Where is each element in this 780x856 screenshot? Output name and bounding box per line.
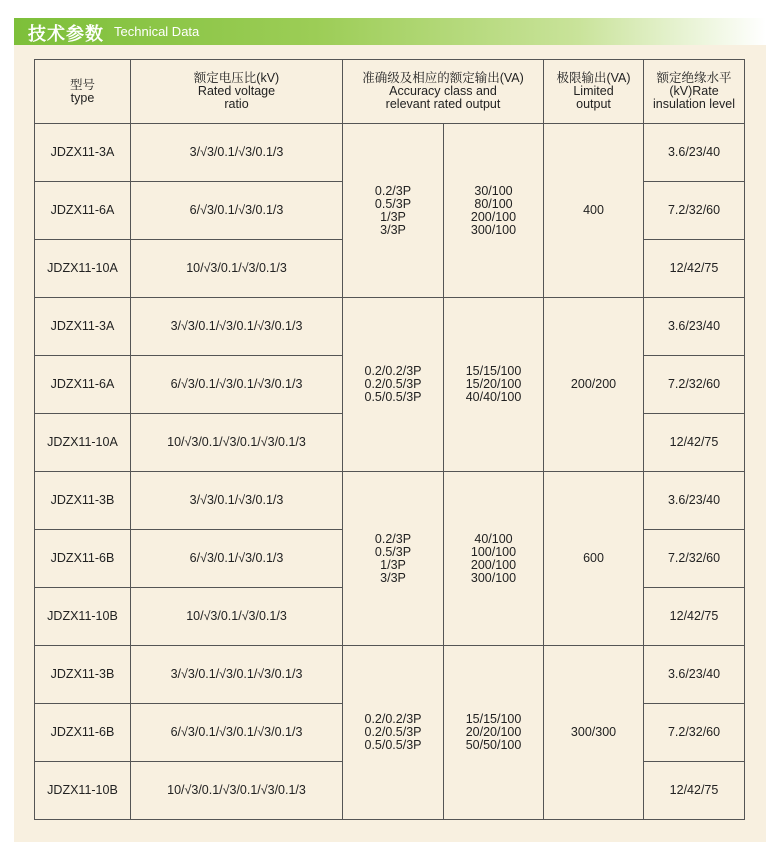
cell-type: JDZX11-3B	[35, 646, 131, 704]
cell-insulation: 12/42/75	[644, 414, 745, 472]
cell-accuracy-classes	[343, 646, 444, 820]
accuracy-class: 1/3P	[380, 209, 406, 224]
cell-type: JDZX11-10B	[35, 762, 131, 820]
rated-output: 30/100	[474, 183, 513, 198]
cell-insulation: 12/42/75	[644, 240, 745, 298]
cell-insulation: 7.2/32/60	[644, 530, 745, 588]
cell-accuracy-classes	[343, 124, 444, 298]
col-header-accuracy	[343, 60, 544, 124]
cell-insulation: 7.2/32/60	[644, 182, 745, 240]
table-row	[35, 646, 745, 704]
cell-rated-outputs	[444, 124, 544, 298]
cell-accuracy-classes	[343, 298, 444, 472]
accuracy-class: 0.2/0.5/3P	[364, 377, 422, 391]
table-row	[35, 298, 745, 356]
rated-output: 15/15/100	[465, 712, 522, 726]
col-header-line: Limited	[573, 84, 614, 98]
cell-accuracy-classes	[343, 472, 444, 646]
accuracy-class: 0.2/3P	[374, 531, 412, 546]
spec-panel	[14, 45, 766, 842]
cell-rated-outputs	[444, 646, 544, 820]
col-header-line: (kV)Rate	[669, 84, 719, 98]
col-header-line: insulation level	[653, 97, 736, 111]
cell-ratio: 10/√3/0.1/√3/0.1/√3/0.1/3	[131, 414, 343, 472]
col-header-ratio	[131, 60, 343, 124]
col-header-line: 准确级及相应的额定输出(VA)	[362, 71, 524, 85]
accuracy-class: 0.2/0.5/3P	[364, 725, 422, 739]
accuracy-class: 0.5/0.5/3P	[364, 738, 422, 752]
cell-type: JDZX11-3B	[35, 472, 131, 530]
cell-ratio: 3/√3/0.1/√3/0.1/3	[131, 124, 343, 182]
section-title-en: Technical Data	[114, 24, 200, 39]
col-header-line: ratio	[224, 97, 249, 111]
accuracy-class: 0.5/3P	[374, 544, 412, 559]
cell-limited-output: 600	[544, 472, 644, 646]
section-title-zh: 技术参数	[28, 24, 104, 44]
rated-output: 15/15/100	[465, 364, 522, 378]
cell-insulation: 3.6/23/40	[644, 298, 745, 356]
cell-insulation: 3.6/23/40	[644, 124, 745, 182]
cell-ratio: 6/√3/0.1/√3/0.1/√3/0.1/3	[131, 356, 343, 414]
cell-ratio: 10/√3/0.1/√3/0.1/3	[131, 240, 343, 298]
cell-ratio: 3/√3/0.1/√3/0.1/√3/0.1/3	[131, 298, 343, 356]
rated-output: 300/100	[470, 222, 517, 237]
cell-ratio: 6/√3/0.1/√3/0.1/3	[131, 182, 343, 240]
col-header-limited	[544, 60, 644, 124]
cell-ratio: 10/√3/0.1/√3/0.1/√3/0.1/3	[131, 762, 343, 820]
accuracy-class: 3/3P	[380, 222, 406, 237]
cell-type: JDZX11-10B	[35, 588, 131, 646]
rated-output: 300/100	[470, 570, 517, 585]
col-header-line: 型号	[69, 77, 95, 92]
rated-output: 100/100	[470, 544, 517, 559]
cell-ratio: 10/√3/0.1/√3/0.1/3	[131, 588, 343, 646]
technical-data-table	[34, 59, 745, 820]
cell-type: JDZX11-6A	[35, 356, 131, 414]
col-header-line: 额定绝缘水平	[656, 71, 732, 85]
rated-output: 50/50/100	[465, 738, 522, 752]
table-row	[35, 472, 745, 530]
col-header-line: Accuracy class and	[389, 84, 497, 98]
col-header-line: type	[70, 90, 95, 105]
cell-ratio: 3/√3/0.1/√3/0.1/√3/0.1/3	[131, 646, 343, 704]
section-header	[14, 18, 766, 45]
rated-output: 20/20/100	[465, 725, 522, 739]
cell-limited-output: 300/300	[544, 646, 644, 820]
cell-insulation: 3.6/23/40	[644, 646, 745, 704]
col-header-insulation	[644, 60, 745, 124]
cell-rated-outputs	[444, 472, 544, 646]
cell-type: JDZX11-6A	[35, 182, 131, 240]
accuracy-class: 1/3P	[380, 557, 406, 572]
cell-ratio: 6/√3/0.1/√3/0.1/3	[131, 530, 343, 588]
col-header-line: output	[576, 97, 611, 111]
cell-ratio: 6/√3/0.1/√3/0.1/√3/0.1/3	[131, 704, 343, 762]
accuracy-class: 0.2/0.2/3P	[364, 712, 422, 726]
cell-type: JDZX11-3A	[35, 124, 131, 182]
accuracy-class: 0.5/3P	[374, 196, 412, 211]
table-row	[35, 124, 745, 182]
cell-limited-output: 200/200	[544, 298, 644, 472]
accuracy-class: 3/3P	[380, 570, 406, 585]
cell-type: JDZX11-3A	[35, 298, 131, 356]
accuracy-class: 0.2/0.2/3P	[364, 364, 422, 378]
cell-insulation: 7.2/32/60	[644, 704, 745, 762]
cell-insulation: 3.6/23/40	[644, 472, 745, 530]
cell-type: JDZX11-10A	[35, 240, 131, 298]
cell-insulation: 12/42/75	[644, 762, 745, 820]
rated-output: 200/100	[470, 557, 517, 572]
cell-rated-outputs	[444, 298, 544, 472]
rated-output: 15/20/100	[465, 377, 522, 391]
col-header-line: Rated voltage	[197, 84, 276, 98]
header-row	[35, 60, 745, 124]
cell-type: JDZX11-6B	[35, 530, 131, 588]
accuracy-class: 0.2/3P	[374, 183, 412, 198]
rated-output: 40/40/100	[465, 390, 522, 404]
cell-limited-output: 400	[544, 124, 644, 298]
cell-type: JDZX11-10A	[35, 414, 131, 472]
accuracy-class: 0.5/0.5/3P	[364, 390, 422, 404]
rated-output: 200/100	[470, 209, 517, 224]
cell-ratio: 3/√3/0.1/√3/0.1/3	[131, 472, 343, 530]
col-header-type	[35, 60, 131, 124]
col-header-line: 额定电压比(kV)	[193, 71, 280, 85]
col-header-line: relevant rated output	[385, 97, 501, 111]
col-header-line: 极限输出(VA)	[556, 71, 631, 85]
cell-type: JDZX11-6B	[35, 704, 131, 762]
rated-output: 80/100	[474, 196, 513, 211]
cell-insulation: 7.2/32/60	[644, 356, 745, 414]
rated-output: 40/100	[474, 531, 513, 546]
cell-insulation: 12/42/75	[644, 588, 745, 646]
